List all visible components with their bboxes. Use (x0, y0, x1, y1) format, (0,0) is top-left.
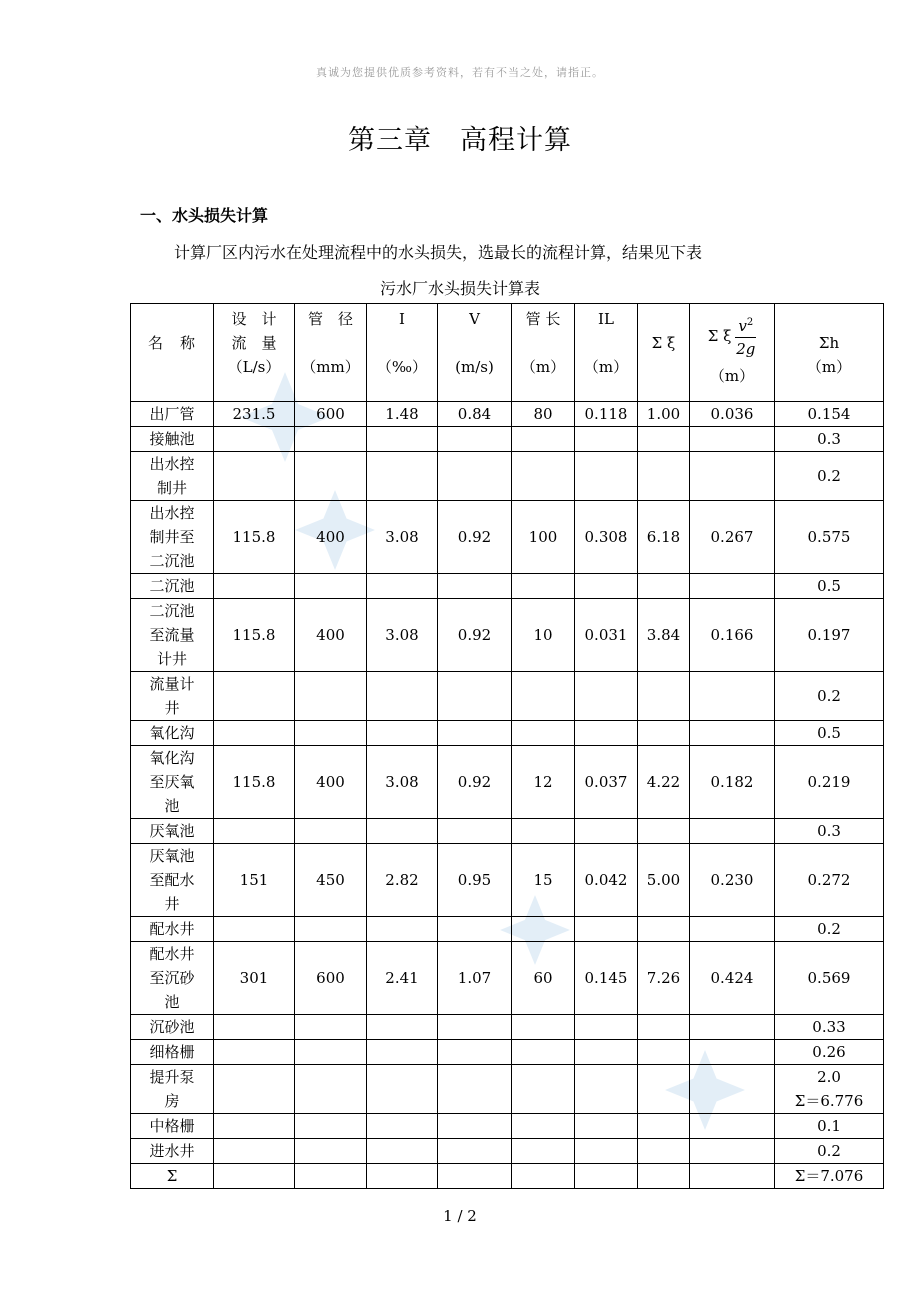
local-loss-cell: 0.230 (690, 844, 775, 917)
velocity-cell: 0.92 (438, 599, 512, 672)
length-cell (512, 574, 575, 599)
velocity-cell (438, 917, 512, 942)
process-name-cell: 提升泵 房 (131, 1065, 214, 1114)
sum-xi-cell (638, 819, 690, 844)
diameter-cell (295, 917, 367, 942)
flow-cell (214, 427, 295, 452)
sum-xi-cell (638, 917, 690, 942)
friction-loss-cell (575, 1015, 638, 1040)
process-name-cell: 厌氧池 (131, 819, 214, 844)
sum-xi-cell: 6.18 (638, 501, 690, 574)
process-name-cell: 二沉池 (131, 574, 214, 599)
slope-cell: 1.48 (367, 402, 438, 427)
local-loss-cell (690, 1114, 775, 1139)
slope-cell (367, 574, 438, 599)
slope-cell (367, 1015, 438, 1040)
velocity-cell (438, 1114, 512, 1139)
table-row (131, 942, 884, 1015)
sum-h-cell: 0.2 (775, 917, 884, 942)
header-flow: 设 计 流 量 （L/s） (214, 304, 295, 402)
table-row (131, 1040, 884, 1065)
header-velocity: V (m/s) (438, 304, 512, 402)
sum-xi-cell (638, 452, 690, 501)
diameter-cell: 600 (295, 402, 367, 427)
slope-cell (367, 1040, 438, 1065)
local-loss-cell (690, 1139, 775, 1164)
friction-loss-cell: 0.031 (575, 599, 638, 672)
friction-loss-cell (575, 721, 638, 746)
table-row (131, 1139, 884, 1164)
table-row (131, 452, 884, 501)
flow-cell (214, 452, 295, 501)
friction-loss-cell (575, 1040, 638, 1065)
sum-h-cell: 0.33 (775, 1015, 884, 1040)
diameter-cell: 450 (295, 844, 367, 917)
table-row (131, 574, 884, 599)
length-cell: 80 (512, 402, 575, 427)
flow-cell (214, 917, 295, 942)
diameter-cell (295, 1065, 367, 1114)
diameter-cell (295, 819, 367, 844)
velocity-cell (438, 1065, 512, 1114)
velocity-cell (438, 819, 512, 844)
sum-h-cell: 2.0 Σ＝6.776 (775, 1065, 884, 1114)
friction-loss-cell (575, 1139, 638, 1164)
diameter-cell (295, 672, 367, 721)
friction-loss-cell (575, 1164, 638, 1189)
head-loss-table (130, 303, 884, 1189)
process-name-cell: 配水井 (131, 917, 214, 942)
table-row (131, 402, 884, 427)
process-name-cell: 接触池 (131, 427, 214, 452)
local-loss-cell: 0.036 (690, 402, 775, 427)
local-loss-cell: 0.424 (690, 942, 775, 1015)
header-diameter: 管 径 （mm） (295, 304, 367, 402)
local-loss-cell (690, 1164, 775, 1189)
process-name-cell: 配水井 至沉砂 池 (131, 942, 214, 1015)
flow-cell (214, 819, 295, 844)
sum-xi-cell (638, 721, 690, 746)
friction-loss-cell: 0.308 (575, 501, 638, 574)
flow-cell: 231.5 (214, 402, 295, 427)
table-row (131, 917, 884, 942)
velocity-cell: 0.92 (438, 746, 512, 819)
local-loss-cell: 0.267 (690, 501, 775, 574)
header-friction-loss: IL （m） (575, 304, 638, 402)
velocity-cell (438, 574, 512, 599)
slope-cell (367, 427, 438, 452)
local-loss-cell (690, 672, 775, 721)
length-cell (512, 1065, 575, 1114)
length-cell (512, 1139, 575, 1164)
velocity-cell (438, 1164, 512, 1189)
diameter-cell (295, 1040, 367, 1065)
friction-loss-cell (575, 1114, 638, 1139)
local-loss-cell (690, 574, 775, 599)
process-name-cell: 出水控 制井 (131, 452, 214, 501)
sum-xi-cell (638, 1015, 690, 1040)
slope-cell (367, 1139, 438, 1164)
slope-cell (367, 452, 438, 501)
friction-loss-cell (575, 574, 638, 599)
sum-h-cell: 0.575 (775, 501, 884, 574)
sum-h-cell: 0.272 (775, 844, 884, 917)
length-cell (512, 1114, 575, 1139)
local-loss-cell: 0.182 (690, 746, 775, 819)
sum-xi-cell (638, 1114, 690, 1139)
chapter-title: 第三章 高程计算 (348, 125, 572, 156)
slope-cell: 3.08 (367, 501, 438, 574)
friction-loss-cell (575, 819, 638, 844)
table-row (131, 746, 884, 819)
flow-cell (214, 1164, 295, 1189)
sum-xi-cell: 5.00 (638, 844, 690, 917)
process-name-cell: 中格栅 (131, 1114, 214, 1139)
flow-cell: 115.8 (214, 599, 295, 672)
length-cell (512, 819, 575, 844)
header-length: 管 长 （m） (512, 304, 575, 402)
process-name-cell: 出水控 制井至 二沉池 (131, 501, 214, 574)
sum-xi-cell (638, 1139, 690, 1164)
process-name-cell: 氧化沟 至厌氧 池 (131, 746, 214, 819)
sum-xi-cell (638, 1164, 690, 1189)
sum-h-cell: 0.3 (775, 427, 884, 452)
table-row (131, 599, 884, 672)
table-row (131, 672, 884, 721)
process-name-cell: 沉砂池 (131, 1015, 214, 1040)
sum-h-cell: 0.5 (775, 721, 884, 746)
process-name-cell: Σ (131, 1164, 214, 1189)
body-paragraph: 计算厂区内污水在处理流程中的水头损失，选最长的流程计算，结果见下表 (174, 243, 703, 262)
local-loss-cell (690, 917, 775, 942)
table-row (131, 501, 884, 574)
local-loss-cell (690, 1015, 775, 1040)
sum-h-cell: 0.2 (775, 452, 884, 501)
header-name: 名 称 (131, 304, 214, 402)
sum-h-cell: 0.197 (775, 599, 884, 672)
flow-cell (214, 1040, 295, 1065)
friction-loss-cell: 0.037 (575, 746, 638, 819)
table-row (131, 1114, 884, 1139)
velocity-cell (438, 672, 512, 721)
diameter-cell (295, 1114, 367, 1139)
sum-h-cell: 0.569 (775, 942, 884, 1015)
sum-h-cell: Σ＝7.076 (775, 1164, 884, 1189)
flow-cell: 301 (214, 942, 295, 1015)
length-cell (512, 917, 575, 942)
length-cell: 10 (512, 599, 575, 672)
sum-xi-cell: 1.00 (638, 402, 690, 427)
flow-cell (214, 1139, 295, 1164)
slope-cell (367, 917, 438, 942)
velocity-cell (438, 427, 512, 452)
diameter-cell: 600 (295, 942, 367, 1015)
process-name-cell: 进水井 (131, 1139, 214, 1164)
friction-loss-cell: 0.118 (575, 402, 638, 427)
local-loss-cell (690, 427, 775, 452)
process-name-cell: 出厂管 (131, 402, 214, 427)
slope-cell: 3.08 (367, 746, 438, 819)
slope-cell (367, 672, 438, 721)
table-row (131, 1015, 884, 1040)
velocity-cell (438, 452, 512, 501)
header-note: 真诚为您提供优质参考资料，若有不当之处，请指正。 (316, 66, 604, 79)
friction-loss-cell (575, 917, 638, 942)
velocity-cell (438, 1040, 512, 1065)
friction-loss-cell (575, 1065, 638, 1114)
length-cell: 100 (512, 501, 575, 574)
sum-xi-cell (638, 574, 690, 599)
diameter-cell (295, 1139, 367, 1164)
page-number: 1 / 2 (443, 1207, 477, 1225)
flow-cell (214, 574, 295, 599)
length-cell (512, 1164, 575, 1189)
velocity-cell (438, 1015, 512, 1040)
table-caption: 污水厂水头损失计算表 (379, 279, 540, 298)
friction-loss-cell (575, 672, 638, 721)
diameter-cell: 400 (295, 746, 367, 819)
table-row (131, 819, 884, 844)
local-loss-cell: 0.166 (690, 599, 775, 672)
length-cell: 15 (512, 844, 575, 917)
local-loss-cell (690, 1065, 775, 1114)
sum-xi-cell (638, 1065, 690, 1114)
table-header-row (131, 304, 884, 402)
slope-cell (367, 1065, 438, 1114)
sum-h-cell: 0.154 (775, 402, 884, 427)
process-name-cell: 厌氧池 至配水 井 (131, 844, 214, 917)
table-row (131, 1164, 884, 1189)
flow-cell (214, 1065, 295, 1114)
velocity-cell: 1.07 (438, 942, 512, 1015)
flow-cell (214, 672, 295, 721)
length-cell (512, 452, 575, 501)
slope-cell (367, 1164, 438, 1189)
sum-h-cell: 0.3 (775, 819, 884, 844)
slope-cell (367, 721, 438, 746)
local-loss-cell (690, 819, 775, 844)
sum-xi-cell (638, 427, 690, 452)
flow-cell: 151 (214, 844, 295, 917)
velocity-cell: 0.84 (438, 402, 512, 427)
process-name-cell: 氧化沟 (131, 721, 214, 746)
diameter-cell (295, 427, 367, 452)
sum-h-cell: 0.219 (775, 746, 884, 819)
length-cell: 12 (512, 746, 575, 819)
diameter-cell (295, 1015, 367, 1040)
header-sum-h: Σh （m） (775, 304, 884, 402)
section-heading: 一、水头损失计算 (140, 206, 269, 225)
sum-h-cell: 0.1 (775, 1114, 884, 1139)
sum-xi-cell (638, 672, 690, 721)
slope-cell: 2.82 (367, 844, 438, 917)
header-slope: I （‰） (367, 304, 438, 402)
table-row (131, 427, 884, 452)
length-cell (512, 427, 575, 452)
sum-h-cell: 0.2 (775, 1139, 884, 1164)
slope-cell: 2.41 (367, 942, 438, 1015)
table-row (131, 721, 884, 746)
header-sum-xi: Σ ξ (638, 304, 690, 402)
sum-h-cell: 0.26 (775, 1040, 884, 1065)
sum-h-cell: 0.5 (775, 574, 884, 599)
length-cell (512, 1040, 575, 1065)
diameter-cell: 400 (295, 501, 367, 574)
velocity-cell: 0.95 (438, 844, 512, 917)
process-name-cell: 流量计 井 (131, 672, 214, 721)
local-loss-cell (690, 721, 775, 746)
diameter-cell (295, 574, 367, 599)
slope-cell: 3.08 (367, 599, 438, 672)
friction-loss-cell: 0.145 (575, 942, 638, 1015)
sum-xi-cell: 7.26 (638, 942, 690, 1015)
flow-cell (214, 1114, 295, 1139)
slope-cell (367, 1114, 438, 1139)
velocity-cell: 0.92 (438, 501, 512, 574)
friction-loss-cell (575, 427, 638, 452)
sum-h-cell: 0.2 (775, 672, 884, 721)
sum-xi-cell: 4.22 (638, 746, 690, 819)
length-cell (512, 672, 575, 721)
table-body (131, 402, 884, 1189)
sum-xi-cell (638, 1040, 690, 1065)
diameter-cell (295, 721, 367, 746)
length-cell (512, 721, 575, 746)
flow-cell (214, 1015, 295, 1040)
local-loss-cell (690, 1040, 775, 1065)
length-cell (512, 1015, 575, 1040)
process-name-cell: 二沉池 至流量 计井 (131, 599, 214, 672)
velocity-cell (438, 1139, 512, 1164)
friction-loss-cell (575, 452, 638, 501)
local-loss-cell (690, 452, 775, 501)
flow-cell: 115.8 (214, 746, 295, 819)
length-cell: 60 (512, 942, 575, 1015)
diameter-cell (295, 452, 367, 501)
process-name-cell: 细格栅 (131, 1040, 214, 1065)
velocity-cell (438, 721, 512, 746)
table-row (131, 1065, 884, 1114)
slope-cell (367, 819, 438, 844)
flow-cell: 115.8 (214, 501, 295, 574)
diameter-cell (295, 1164, 367, 1189)
diameter-cell: 400 (295, 599, 367, 672)
table-row (131, 844, 884, 917)
local-loss-formula: Σ ξ $\frac{v^2}{2g}$ (708, 312, 757, 360)
sum-xi-cell: 3.84 (638, 599, 690, 672)
flow-cell (214, 721, 295, 746)
friction-loss-cell: 0.042 (575, 844, 638, 917)
header-local-loss: Σ ξ $\frac{v^2}{2g}$ （m） (690, 304, 775, 402)
